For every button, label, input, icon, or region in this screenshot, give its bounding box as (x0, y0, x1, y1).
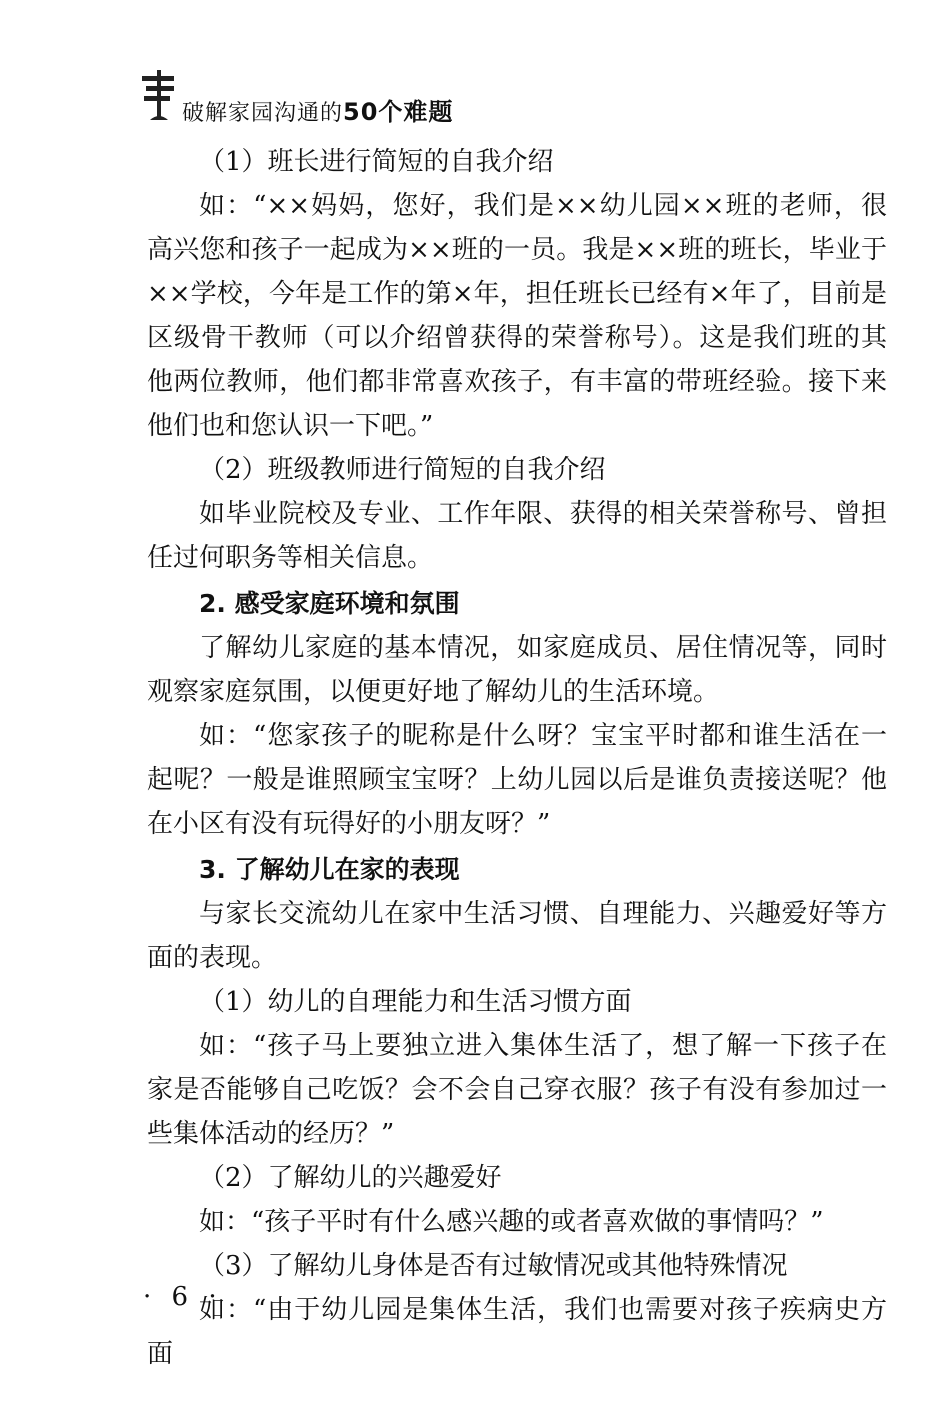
paragraph: （3）了解幼儿身体是否有过敏情况或其他特殊情况 (199, 1251, 788, 1281)
section-heading: 2. 感受家庭环境和氛围 (199, 589, 460, 618)
book-title-text: 破解家园沟通的 (182, 101, 344, 126)
paragraph: （2）班级教师进行简短的自我介绍 (199, 455, 606, 485)
paragraph: 如：“孩子马上要独立进入集体生活了，想了解一下孩子在家是否能够自己吃饭？会不会自己穿衣服？孩子有没有参加过一些集体活动的经历？” (147, 1031, 887, 1149)
paragraph: （1）班长进行简短的自我介绍 (199, 147, 554, 177)
body-text (147, 140, 887, 1376)
book-title-number: 50 (343, 98, 379, 126)
paragraph: 如：“孩子平时有什么感兴趣的或者喜欢做的事情吗？” (199, 1207, 824, 1237)
paragraph: 如：“您家孩子的昵称是什么呀？宝宝平时都和谁生活在一起呢？一般是谁照顾宝宝呀？上幼儿园以后是谁负责接送呢？他在小区有没有玩得好的小朋友呀？” (147, 721, 887, 839)
page-number: · 6 · (143, 1282, 223, 1312)
paragraph: 了解幼儿家庭的基本情况，如家庭成员、居住情况等，同时观察家庭氛围，以便更好地了解幼儿的生活环境。 (147, 633, 887, 707)
paragraph: 与家长交流幼儿在家中生活习惯、自理能力、兴趣爱好等方面的表现。 (147, 899, 887, 973)
paragraph: 如毕业院校及专业、工作年限、获得的相关荣誉称号、曾担任过何职务等相关信息。 (147, 499, 887, 573)
paragraph: 如：“××妈妈，您好，我们是××幼儿园××班的老师，很高兴您和孩子一起成为××班的一员。我是××班的班长，毕业于××学校，今年是工作的第×年，担任班长已经有×年了，目前是区级骨干教师（可以介绍曾获得的荣誉称号）。这是我们班的其他两位教师，他们都非常喜欢孩子，有丰富的带班经验。接下来他们也和您认识一下吧。” (147, 191, 887, 441)
paragraph: （2）了解幼儿的兴趣爱好 (199, 1163, 502, 1193)
section-heading: 3. 了解幼儿在家的表现 (199, 855, 460, 884)
paragraph: 如：“由于幼儿园是集体生活，我们也需要对孩子疾病史方面 (147, 1295, 887, 1369)
signpost-logo-icon (140, 68, 178, 122)
book-title (182, 92, 453, 127)
paragraph: （1）幼儿的自理能力和生活习惯方面 (199, 987, 632, 1017)
running-header (140, 68, 560, 128)
book-title-tail: 个难题 (378, 98, 454, 126)
